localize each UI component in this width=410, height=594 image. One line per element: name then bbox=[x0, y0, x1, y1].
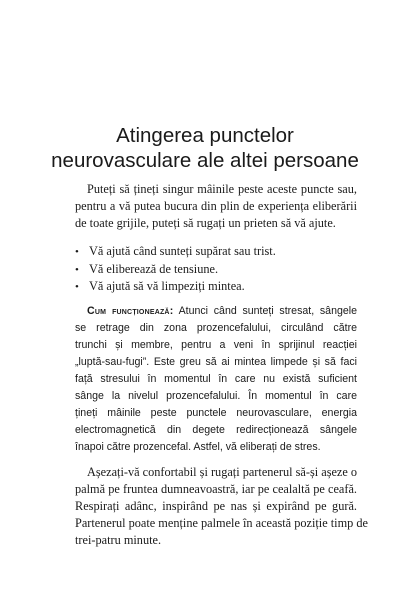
instructions-line: Respirați adânc, inspirând pe nas și expirând pe gură. bbox=[75, 499, 357, 513]
list-item-text: Vă ajută să vă limpeziți mintea. bbox=[89, 279, 245, 293]
how-line: trunchi și membre, pentru a veni în sprijinul reacției bbox=[75, 339, 357, 351]
instructions-line: palmă pe fruntea dumneavoastră, iar pe cealaltă pe ceafă. bbox=[75, 482, 357, 496]
how-line: țineți mâinile peste punctele neurovasculare, energia bbox=[75, 407, 357, 419]
list-item bbox=[75, 261, 357, 279]
how-line: înapoi către prozencefal. Astfel, vă eliberați de stres. bbox=[75, 441, 321, 453]
how-it-works-paragraph bbox=[75, 303, 357, 456]
how-line: sânge la nivelul prozencefalului. În momentul în care bbox=[75, 390, 357, 402]
how-line: electromagnetică din degete redirecționează sângele bbox=[75, 424, 357, 436]
intro-paragraph bbox=[75, 181, 357, 232]
instructions-line: Partenerul poate menține palmele în această poziție timp de bbox=[75, 516, 368, 530]
bullet-icon: • bbox=[75, 281, 79, 293]
list-item-text: Vă ajută când sunteți supărat sau trist. bbox=[89, 244, 276, 258]
page-title-line-1: Atingerea punctelor bbox=[116, 124, 294, 147]
instructions-line: Așezați-vă confortabil și rugați partenerul să-și așeze o bbox=[87, 465, 358, 479]
how-first-line-text: Atunci când sunteți stresat, sângele bbox=[173, 305, 357, 317]
bullet-icon: • bbox=[75, 263, 79, 276]
how-it-works-label: Cum funcționează: bbox=[87, 305, 174, 317]
list-item bbox=[75, 243, 357, 261]
benefits-list bbox=[75, 243, 357, 296]
list-item-text: Vă eliberează de tensiune. bbox=[89, 261, 219, 276]
page-title-line-2: neurovasculare ale altei persoane bbox=[51, 149, 359, 172]
how-line: se retrage din zona prozencefalului, circulând către bbox=[75, 322, 357, 334]
instructions-line: trei-patru minute. bbox=[75, 533, 162, 547]
instructions-paragraph bbox=[75, 464, 368, 549]
intro-line: pentru a vă putea bucura din plin de experiența eliberării bbox=[75, 199, 357, 213]
intro-line: Puteți să țineți singur mâinile peste aceste puncte sau, bbox=[87, 182, 357, 196]
page-title bbox=[40, 123, 370, 173]
how-line: „luptă-sau-fugi”. Este greu să ai mintea limpede și să faci bbox=[75, 356, 357, 368]
how-line: față stresului în momentul în care nu există suficient bbox=[75, 373, 357, 385]
list-item bbox=[75, 278, 357, 296]
bullet-icon: • bbox=[75, 246, 79, 258]
intro-line: de toate grijile, puteți să rugați un prieten să vă ajute. bbox=[75, 216, 336, 230]
how-line bbox=[75, 303, 357, 320]
